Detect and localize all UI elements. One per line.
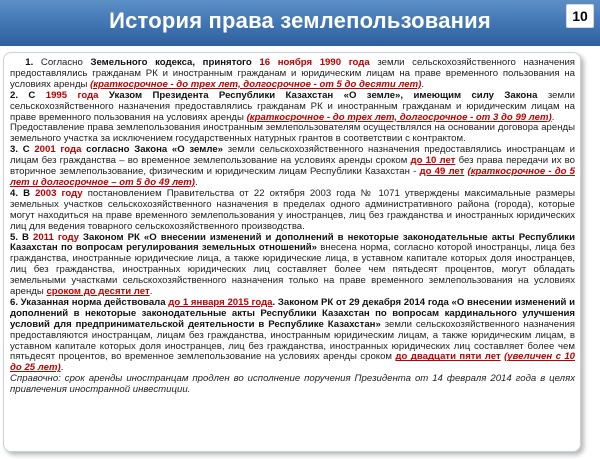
p5-law: Законом РК «О внесении изменений и дополнений в некоторые законодательные акты Республики Казахстан по вопросам регулирования земельных отношений»: [10, 231, 575, 254]
p4-lead: 4. В: [10, 187, 36, 199]
paragraph-4: [10, 189, 575, 233]
p5-lead: 5. В: [10, 231, 33, 243]
paragraph-3: [10, 145, 575, 189]
slide-number: 10: [566, 4, 594, 28]
p3-year: 2001 года: [34, 144, 82, 156]
p1-number: 1.: [25, 57, 34, 68]
p2-year: 1995 года: [45, 89, 99, 101]
p2-lead: 2. С: [10, 89, 46, 101]
slide-title: История права землепользования: [109, 8, 491, 33]
p2-decree: Указом Президента Республики Казахстан «О земле», имеющим силу Закона: [98, 89, 538, 101]
p3-text-a: земли сельскохозяйственного назначения предоставлялись иностранцам и лицам без гражданства – во временное землепользование на условиях аренды сроком: [10, 144, 575, 167]
p3-law: согласно Закона «О земле»: [81, 144, 224, 156]
p6-text: земли сельскохозяйственного назначения предоставляются иностранцам, лицам без гражданства, иностранным юридическим лицам, а также юридическим лицам, в уставном капитале которых доля иностранцев, лиц без гражданства, иностранных юридических лиц составляет более чем пятьдесят процентов, во временное землепользование на условиях аренды сроком: [10, 318, 575, 363]
p6-lead: 6. Указанная норма действовала: [10, 296, 169, 308]
p5-end: .: [149, 286, 153, 298]
content-panel: [3, 52, 581, 452]
paragraph-2-extra: [10, 123, 575, 145]
p1-date: 16 ноября 1990 года: [251, 57, 370, 68]
p5-year: 2011 году: [33, 231, 79, 243]
p2-text: земли сельскохозяйственного назначения предоставлялись гражданам РК и иностранным гражданам и юридическим лицам на праве временного пользования на условиях аренды: [10, 89, 575, 123]
paragraph-6: [10, 298, 575, 374]
p3-lead: 3. С: [10, 144, 35, 156]
p6-term: до двадцати пяти лет: [395, 351, 501, 363]
p6-increase: (увеличен с 10 до 25 лет): [10, 351, 575, 374]
p3-term-foreign: до 10 лет: [410, 155, 456, 167]
p1-text-b: земли сельскохозяйственного назначения предоставлялись гражданам РК и иностранным гражданам и юридическим лицам на праве временного пользования на условиях аренды: [10, 57, 576, 90]
p1-text-a: Согласно: [33, 57, 91, 68]
p6-law: . Законом РК от 29 декабря 2014 года «О внесении изменений и дополнений в некоторые законодательные акты Республики Казахстан по вопросам кардинального улучшения условий для предпринимательской деятельности в Республике Казахстан»: [10, 296, 575, 330]
p4-year: 2003 году: [35, 187, 83, 199]
p2-terms: (краткосрочное - до трех лет, долгосрочное - от 3 до 99 лет): [246, 111, 552, 123]
p1-terms: (краткосрочное - до трех лет, долгосрочное - от 5 до десяти лет): [90, 78, 422, 90]
reference-note: Справочно: срок аренды иностранцам продлен во исполнение поручения Президента от 14 февраля 2014 года в целях привлечения иностранной инвестиции.: [10, 373, 575, 396]
paragraph-5: [10, 233, 575, 298]
paragraph-1: [10, 58, 575, 91]
p6-end: .: [60, 362, 64, 374]
p3-terms: (краткосрочное - до 5 лет и долгосрочное – от 5 до 49 лет): [10, 166, 575, 188]
p3-text-b: без права передачи их во вторичное землепользование, физическим и юридическим лицам Республики Казахстан -: [10, 155, 576, 178]
p4-text: постановлением Правительства от 22 октября 2003 года № 1071 утверждены максимальные размеры земельных участков сельскохозяйственного назначения в пределах одного административного района (города), которые могут находиться на праве временного землепользования у иностранцев, лиц без гражданства и иностранных юридических лиц для ведения товарного сельскохозяйственного производства.: [10, 187, 575, 232]
p1-code: Земельного кодекса, принятого: [90, 57, 252, 68]
title-banner: [0, 0, 600, 46]
p5-term: сроком до десяти лет: [46, 286, 150, 298]
p3-term-local: до 49 лет: [419, 166, 465, 178]
p6-date: до 1 января 2015 года: [168, 296, 273, 308]
p5-text: внесена норма, согласно которой иностранцы, лица без гражданства, иностранные юридические лица, а также юридические лица, в уставном капитале которых доля иностранцев, лиц без гражданства, иностранных юридических лиц составляет более чем пятьдесят процентов, могут обладать земельными участками сельскохозяйственного назначения только на праве временного землепользования на условиях аренды: [10, 242, 575, 298]
p3-end: .: [194, 176, 198, 188]
p2-end: .: [551, 111, 555, 123]
paragraph-2: [10, 91, 575, 124]
p2-extra-text: Предоставление права землепользования иностранным землепользователям осуществлялся на основании договора аренды земельного участка за исключением государственных натурных грантов в соответствии с контрактом.: [10, 122, 575, 145]
p1-end: .: [421, 78, 424, 90]
